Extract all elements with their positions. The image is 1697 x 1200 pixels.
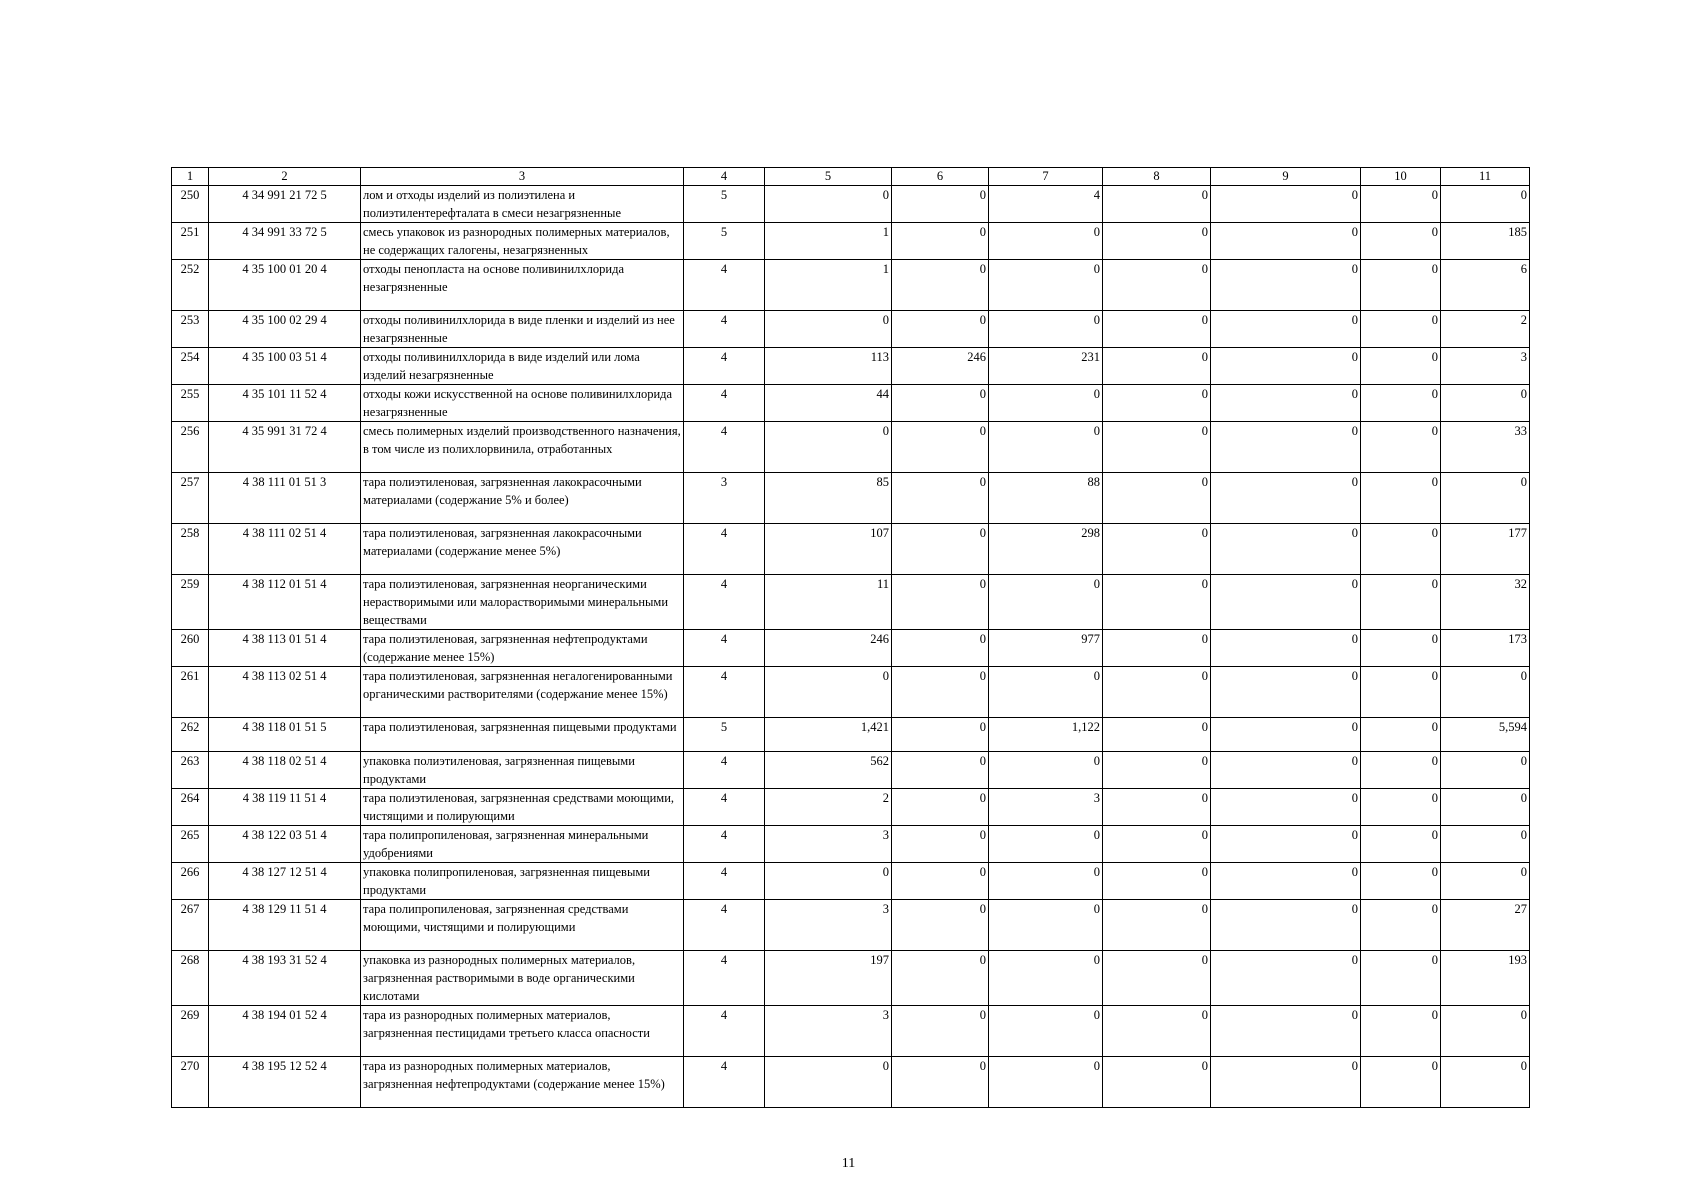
value-cell: 0: [989, 575, 1103, 630]
value-cell: 113: [765, 348, 892, 385]
waste-code-cell: 4 35 101 11 52 4: [209, 385, 361, 422]
hazard-class-cell: 4: [684, 575, 765, 630]
value-cell: 3: [765, 826, 892, 863]
waste-code-cell: 4 38 119 11 51 4: [209, 789, 361, 826]
row-number-cell: 262: [172, 718, 209, 752]
value-cell: 0: [892, 1006, 989, 1057]
table-row: [172, 951, 1530, 1006]
value-cell: 2: [765, 789, 892, 826]
value-cell: 0: [1103, 524, 1211, 575]
column-header: 11: [1441, 168, 1530, 186]
value-cell: 1: [765, 260, 892, 311]
waste-name-cell: отходы пенопласта на основе поливинилхлорида незагрязненные: [361, 260, 684, 311]
value-cell: 0: [1103, 260, 1211, 311]
table-row: [172, 900, 1530, 951]
value-cell: 0: [989, 422, 1103, 473]
waste-name-cell: отходы кожи искусственной на основе поливинилхлорида незагрязненные: [361, 385, 684, 422]
value-cell: 0: [1103, 1006, 1211, 1057]
row-number-cell: 255: [172, 385, 209, 422]
value-cell: 0: [1211, 951, 1361, 1006]
table-row: [172, 422, 1530, 473]
table-row: [172, 752, 1530, 789]
value-cell: 0: [1103, 667, 1211, 718]
value-cell: 0: [1103, 718, 1211, 752]
hazard-class-cell: 4: [684, 863, 765, 900]
value-cell: 0: [989, 223, 1103, 260]
hazard-class-cell: 4: [684, 667, 765, 718]
table-row: [172, 348, 1530, 385]
row-number-cell: 268: [172, 951, 209, 1006]
column-header: 8: [1103, 168, 1211, 186]
value-cell: 0: [1441, 385, 1530, 422]
row-number-cell: 266: [172, 863, 209, 900]
value-cell: 0: [1441, 752, 1530, 789]
row-number-cell: 265: [172, 826, 209, 863]
value-cell: 4: [989, 186, 1103, 223]
value-cell: 0: [1211, 223, 1361, 260]
waste-code-cell: 4 38 118 01 51 5: [209, 718, 361, 752]
value-cell: 1: [765, 223, 892, 260]
value-cell: 0: [892, 667, 989, 718]
hazard-class-cell: 4: [684, 900, 765, 951]
waste-code-cell: 4 38 195 12 52 4: [209, 1057, 361, 1108]
value-cell: 0: [1211, 752, 1361, 789]
value-cell: 33: [1441, 422, 1530, 473]
value-cell: 0: [1361, 260, 1441, 311]
row-number-cell: 254: [172, 348, 209, 385]
waste-name-cell: тара полиэтиленовая, загрязненная неорганическими нерастворимыми или малорастворимыми минеральными веществами: [361, 575, 684, 630]
value-cell: 0: [989, 752, 1103, 789]
table-row: [172, 1057, 1530, 1108]
value-cell: 0: [1361, 752, 1441, 789]
value-cell: 562: [765, 752, 892, 789]
waste-name-cell: отходы поливинилхлорида в виде изделий или лома изделий незагрязненные: [361, 348, 684, 385]
value-cell: 0: [1361, 422, 1441, 473]
hazard-class-cell: 4: [684, 311, 765, 348]
hazard-class-cell: 4: [684, 826, 765, 863]
value-cell: 0: [892, 260, 989, 311]
value-cell: 0: [1211, 260, 1361, 311]
table-row: [172, 630, 1530, 667]
value-cell: 0: [1211, 789, 1361, 826]
value-cell: 0: [989, 260, 1103, 311]
value-cell: 0: [1103, 900, 1211, 951]
column-header: 3: [361, 168, 684, 186]
waste-name-cell: тара полипропиленовая, загрязненная средствами моющими, чистящими и полирующими: [361, 900, 684, 951]
value-cell: 0: [1103, 348, 1211, 385]
column-header: 10: [1361, 168, 1441, 186]
value-cell: 177: [1441, 524, 1530, 575]
row-number-cell: 251: [172, 223, 209, 260]
value-cell: 0: [892, 186, 989, 223]
value-cell: 0: [892, 385, 989, 422]
value-cell: 0: [892, 1057, 989, 1108]
waste-code-cell: 4 38 112 01 51 4: [209, 575, 361, 630]
waste-code-cell: 4 38 194 01 52 4: [209, 1006, 361, 1057]
value-cell: 0: [1361, 348, 1441, 385]
waste-table: [171, 167, 1530, 1108]
value-cell: 88: [989, 473, 1103, 524]
row-number-cell: 269: [172, 1006, 209, 1057]
value-cell: 0: [1211, 422, 1361, 473]
waste-code-cell: 4 38 113 01 51 4: [209, 630, 361, 667]
value-cell: 85: [765, 473, 892, 524]
value-cell: 0: [1361, 863, 1441, 900]
value-cell: 0: [892, 473, 989, 524]
hazard-class-cell: 4: [684, 630, 765, 667]
value-cell: 0: [892, 900, 989, 951]
table-row: [172, 524, 1530, 575]
table-row: [172, 575, 1530, 630]
value-cell: 173: [1441, 630, 1530, 667]
table-body: [172, 186, 1530, 1108]
waste-code-cell: 4 38 122 03 51 4: [209, 826, 361, 863]
value-cell: 0: [892, 575, 989, 630]
value-cell: 0: [1103, 575, 1211, 630]
value-cell: 246: [892, 348, 989, 385]
value-cell: 0: [1441, 789, 1530, 826]
table-row: [172, 186, 1530, 223]
value-cell: 0: [1211, 1057, 1361, 1108]
value-cell: 0: [1361, 826, 1441, 863]
column-header: 6: [892, 168, 989, 186]
value-cell: 185: [1441, 223, 1530, 260]
value-cell: 0: [1103, 223, 1211, 260]
column-header: 4: [684, 168, 765, 186]
waste-name-cell: тара из разнородных полимерных материалов, загрязненная пестицидами третьего класса опасности: [361, 1006, 684, 1057]
value-cell: 0: [989, 826, 1103, 863]
value-cell: 0: [1103, 826, 1211, 863]
value-cell: 0: [1211, 473, 1361, 524]
waste-code-cell: 4 34 991 33 72 5: [209, 223, 361, 260]
table-row: [172, 473, 1530, 524]
value-cell: 0: [1361, 385, 1441, 422]
value-cell: 3: [765, 1006, 892, 1057]
waste-code-cell: 4 38 193 31 52 4: [209, 951, 361, 1006]
value-cell: 0: [1211, 718, 1361, 752]
value-cell: 0: [1361, 951, 1441, 1006]
row-number-cell: 260: [172, 630, 209, 667]
value-cell: 0: [1361, 186, 1441, 223]
hazard-class-cell: 4: [684, 422, 765, 473]
value-cell: 0: [765, 311, 892, 348]
value-cell: 0: [1361, 667, 1441, 718]
value-cell: 0: [1441, 667, 1530, 718]
value-cell: 0: [1211, 1006, 1361, 1057]
waste-name-cell: тара полиэтиленовая, загрязненная средствами моющими, чистящими и полирующими: [361, 789, 684, 826]
value-cell: 197: [765, 951, 892, 1006]
waste-code-cell: 4 34 991 21 72 5: [209, 186, 361, 223]
value-cell: 0: [1211, 667, 1361, 718]
value-cell: 0: [765, 186, 892, 223]
column-header: 2: [209, 168, 361, 186]
value-cell: 0: [1103, 186, 1211, 223]
hazard-class-cell: 4: [684, 1006, 765, 1057]
waste-code-cell: 4 35 100 03 51 4: [209, 348, 361, 385]
hazard-class-cell: 3: [684, 473, 765, 524]
value-cell: 0: [1361, 789, 1441, 826]
waste-code-cell: 4 35 100 01 20 4: [209, 260, 361, 311]
waste-code-cell: 4 38 111 01 51 3: [209, 473, 361, 524]
hazard-class-cell: 4: [684, 260, 765, 311]
value-cell: 6: [1441, 260, 1530, 311]
value-cell: 0: [1361, 630, 1441, 667]
value-cell: 231: [989, 348, 1103, 385]
value-cell: 44: [765, 385, 892, 422]
value-cell: 0: [989, 1057, 1103, 1108]
waste-code-cell: 4 38 118 02 51 4: [209, 752, 361, 789]
hazard-class-cell: 4: [684, 348, 765, 385]
value-cell: 0: [1361, 473, 1441, 524]
table-header-row: [172, 168, 1530, 186]
value-cell: 0: [1361, 718, 1441, 752]
waste-name-cell: смесь упаковок из разнородных полимерных материалов, не содержащих галогены, незагрязненных: [361, 223, 684, 260]
value-cell: 0: [1103, 863, 1211, 900]
value-cell: 0: [989, 667, 1103, 718]
row-number-cell: 263: [172, 752, 209, 789]
column-header: 9: [1211, 168, 1361, 186]
table-row: [172, 789, 1530, 826]
waste-code-cell: 4 38 127 12 51 4: [209, 863, 361, 900]
column-header: 1: [172, 168, 209, 186]
table-row: [172, 826, 1530, 863]
hazard-class-cell: 4: [684, 524, 765, 575]
value-cell: 0: [1211, 186, 1361, 223]
value-cell: 0: [1361, 524, 1441, 575]
value-cell: 3: [765, 900, 892, 951]
row-number-cell: 253: [172, 311, 209, 348]
value-cell: 0: [1211, 385, 1361, 422]
value-cell: 0: [1103, 789, 1211, 826]
value-cell: 0: [892, 630, 989, 667]
value-cell: 0: [892, 311, 989, 348]
row-number-cell: 259: [172, 575, 209, 630]
value-cell: 298: [989, 524, 1103, 575]
value-cell: 0: [989, 385, 1103, 422]
value-cell: 0: [765, 667, 892, 718]
waste-name-cell: отходы поливинилхлорида в виде пленки и изделий из нее незагрязненные: [361, 311, 684, 348]
value-cell: 0: [765, 422, 892, 473]
hazard-class-cell: 5: [684, 223, 765, 260]
waste-code-cell: 4 35 991 31 72 4: [209, 422, 361, 473]
hazard-class-cell: 4: [684, 951, 765, 1006]
value-cell: 0: [1211, 348, 1361, 385]
waste-name-cell: тара полиэтиленовая, загрязненная пищевыми продуктами: [361, 718, 684, 752]
value-cell: 0: [1441, 186, 1530, 223]
value-cell: 0: [1361, 575, 1441, 630]
value-cell: 0: [1361, 900, 1441, 951]
value-cell: 0: [1361, 311, 1441, 348]
row-number-cell: 270: [172, 1057, 209, 1108]
value-cell: 1,421: [765, 718, 892, 752]
waste-name-cell: тара полиэтиленовая, загрязненная лакокрасочными материалами (содержание менее 5%): [361, 524, 684, 575]
value-cell: 0: [1211, 863, 1361, 900]
waste-code-cell: 4 38 111 02 51 4: [209, 524, 361, 575]
value-cell: 0: [1211, 826, 1361, 863]
table-row: [172, 1006, 1530, 1057]
value-cell: 3: [989, 789, 1103, 826]
row-number-cell: 261: [172, 667, 209, 718]
row-number-cell: 250: [172, 186, 209, 223]
value-cell: 0: [892, 422, 989, 473]
column-header: 7: [989, 168, 1103, 186]
value-cell: 0: [1211, 630, 1361, 667]
value-cell: 27: [1441, 900, 1530, 951]
value-cell: 0: [1361, 1006, 1441, 1057]
value-cell: 0: [989, 863, 1103, 900]
waste-name-cell: тара полиэтиленовая, загрязненная лакокрасочными материалами (содержание 5% и более): [361, 473, 684, 524]
row-number-cell: 257: [172, 473, 209, 524]
value-cell: 0: [1103, 385, 1211, 422]
table-row: [172, 385, 1530, 422]
value-cell: 0: [892, 826, 989, 863]
value-cell: 0: [989, 951, 1103, 1006]
waste-name-cell: тара полиэтиленовая, загрязненная нефтепродуктами (содержание менее 15%): [361, 630, 684, 667]
value-cell: 0: [1103, 951, 1211, 1006]
waste-code-cell: 4 38 113 02 51 4: [209, 667, 361, 718]
hazard-class-cell: 5: [684, 186, 765, 223]
value-cell: 11: [765, 575, 892, 630]
value-cell: 0: [1211, 311, 1361, 348]
value-cell: 0: [1103, 422, 1211, 473]
hazard-class-cell: 4: [684, 1057, 765, 1108]
value-cell: 193: [1441, 951, 1530, 1006]
waste-name-cell: упаковка из разнородных полимерных материалов, загрязненная растворимыми в воде органическими кислотами: [361, 951, 684, 1006]
value-cell: 0: [892, 524, 989, 575]
hazard-class-cell: 4: [684, 789, 765, 826]
value-cell: 0: [765, 1057, 892, 1108]
hazard-class-cell: 4: [684, 385, 765, 422]
row-number-cell: 258: [172, 524, 209, 575]
value-cell: 0: [892, 863, 989, 900]
value-cell: 3: [1441, 348, 1530, 385]
value-cell: 0: [765, 863, 892, 900]
value-cell: 0: [1441, 473, 1530, 524]
value-cell: 0: [892, 789, 989, 826]
value-cell: 0: [1441, 863, 1530, 900]
waste-code-cell: 4 38 129 11 51 4: [209, 900, 361, 951]
value-cell: 246: [765, 630, 892, 667]
waste-name-cell: тара из разнородных полимерных материалов, загрязненная нефтепродуктами (содержание менее 15%): [361, 1057, 684, 1108]
page-number: 11: [841, 1156, 856, 1171]
value-cell: 0: [892, 951, 989, 1006]
row-number-cell: 256: [172, 422, 209, 473]
value-cell: 0: [989, 900, 1103, 951]
value-cell: 0: [1211, 524, 1361, 575]
value-cell: 0: [1103, 630, 1211, 667]
row-number-cell: 264: [172, 789, 209, 826]
value-cell: 0: [1103, 752, 1211, 789]
value-cell: 32: [1441, 575, 1530, 630]
table-row: [172, 311, 1530, 348]
waste-name-cell: смесь полимерных изделий производственного назначения, в том числе из полихлорвинила, отработанных: [361, 422, 684, 473]
value-cell: 1,122: [989, 718, 1103, 752]
table-row: [172, 667, 1530, 718]
waste-name-cell: упаковка полипропиленовая, загрязненная пищевыми продуктами: [361, 863, 684, 900]
value-cell: 0: [989, 1006, 1103, 1057]
value-cell: 0: [1441, 1006, 1530, 1057]
value-cell: 0: [1441, 1057, 1530, 1108]
value-cell: 0: [1211, 900, 1361, 951]
value-cell: 107: [765, 524, 892, 575]
value-cell: 5,594: [1441, 718, 1530, 752]
hazard-class-cell: 4: [684, 752, 765, 789]
table-row: [172, 223, 1530, 260]
row-number-cell: 267: [172, 900, 209, 951]
waste-name-cell: лом и отходы изделий из полиэтилена и полиэтилентерефталата в смеси незагрязненные: [361, 186, 684, 223]
row-number-cell: 252: [172, 260, 209, 311]
hazard-class-cell: 5: [684, 718, 765, 752]
table-row: [172, 260, 1530, 311]
value-cell: 977: [989, 630, 1103, 667]
value-cell: 0: [1103, 1057, 1211, 1108]
waste-name-cell: упаковка полиэтиленовая, загрязненная пищевыми продуктами: [361, 752, 684, 789]
table-row: [172, 863, 1530, 900]
waste-name-cell: тара полиэтиленовая, загрязненная негалогенированными органическими растворителями (содержание менее 15%): [361, 667, 684, 718]
value-cell: 0: [892, 752, 989, 789]
value-cell: 0: [1361, 1057, 1441, 1108]
value-cell: 0: [1103, 311, 1211, 348]
waste-name-cell: тара полипропиленовая, загрязненная минеральными удобрениями: [361, 826, 684, 863]
column-header: 5: [765, 168, 892, 186]
value-cell: 0: [892, 223, 989, 260]
value-cell: 0: [1361, 223, 1441, 260]
value-cell: 0: [1211, 575, 1361, 630]
table-row: [172, 718, 1530, 752]
value-cell: 0: [1103, 473, 1211, 524]
value-cell: 0: [1441, 826, 1530, 863]
value-cell: 0: [989, 311, 1103, 348]
value-cell: 0: [892, 718, 989, 752]
waste-code-cell: 4 35 100 02 29 4: [209, 311, 361, 348]
value-cell: 2: [1441, 311, 1530, 348]
